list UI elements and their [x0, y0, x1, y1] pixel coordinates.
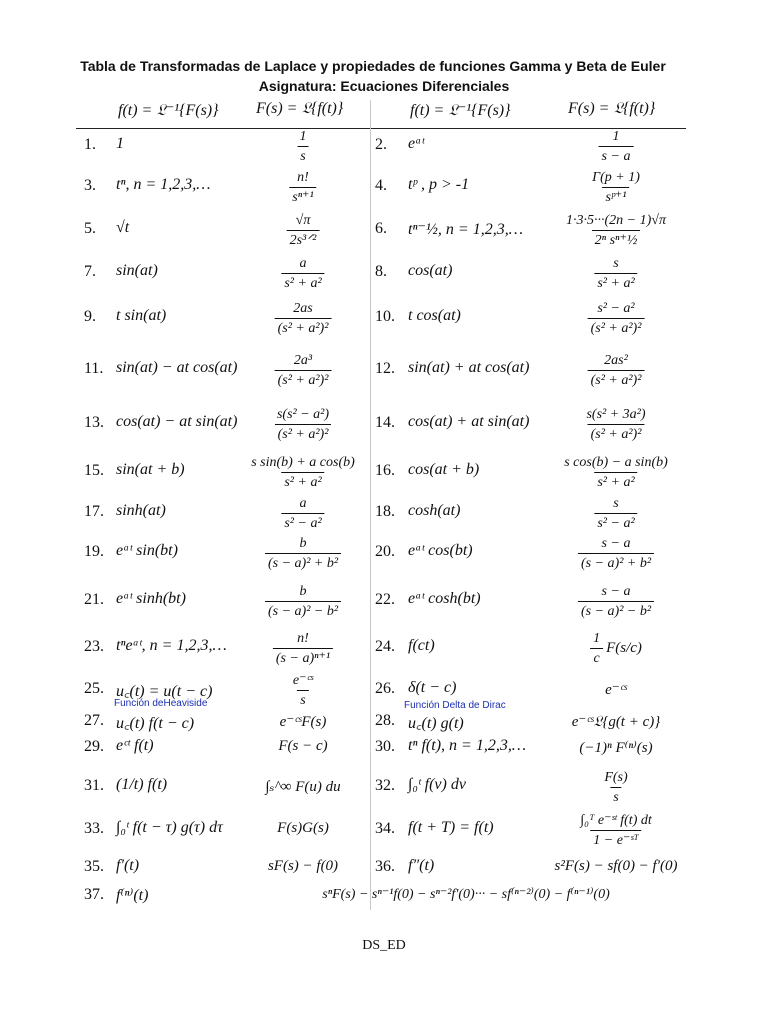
left-time-function: sin(at) − at cos(at): [116, 359, 238, 376]
transform-denominator: c: [590, 648, 602, 667]
right-row-number: 18.: [375, 503, 395, 520]
transform-denominator: (s² + a²)²: [588, 370, 645, 389]
left-time-function: tⁿ, n = 1,2,3,…: [116, 176, 211, 193]
right-laplace-transform: [588, 352, 645, 389]
transform-numerator: 1: [612, 129, 620, 144]
transform-numerator: 1: [593, 631, 601, 646]
right-time-function: ∫₀ᵗ f(v) dv: [408, 776, 466, 793]
right-row-number: 26.: [375, 680, 395, 697]
right-time-function: cos(at + b): [408, 461, 480, 478]
header-inverse-left: f(t) = 𝔏⁻¹{F(s)}: [118, 102, 219, 119]
transform-numerator: s: [613, 496, 619, 511]
row-37-number: 37.: [84, 886, 104, 903]
right-row-number: 12.: [375, 360, 395, 377]
right-time-function: eᵃᵗ: [408, 135, 425, 152]
transform-denominator: s² + a²: [594, 273, 637, 292]
transform-denominator: (s − a)² + b²: [265, 553, 341, 572]
right-row-number: 2.: [375, 136, 387, 153]
right-time-function: δ(t − c): [408, 679, 457, 696]
transform-denominator: (s − a)ⁿ⁺¹: [273, 648, 333, 667]
transform-numerator: n!: [297, 170, 309, 185]
right-laplace-transform: [583, 406, 648, 443]
left-laplace-transform: [281, 255, 324, 292]
left-row-number: 11.: [84, 360, 104, 377]
left-laplace-transform: [274, 406, 332, 443]
left-time-function: 1: [116, 135, 124, 152]
transform-numerator: 1·3·5···(2n − 1)√π: [566, 213, 666, 228]
right-time-function: eᵃᵗ cos(bt): [408, 542, 473, 559]
transform-numerator: n!: [297, 631, 309, 646]
right-row-number: 20.: [375, 543, 395, 560]
row-37-laplace-transform: sⁿF(s) − sⁿ⁻¹f(0) − sⁿ⁻²f′(0)··· − sf⁽ⁿ⁻²⁾(0) − f⁽ⁿ⁻¹⁾(0): [322, 887, 610, 902]
right-laplace-transform: [594, 495, 637, 532]
transform-numerator: s: [613, 256, 619, 271]
transform-denominator: s − a: [599, 146, 634, 165]
transform-denominator: s² − a²: [281, 513, 324, 532]
transform-denominator: 1 − e⁻ˢᵀ: [590, 830, 641, 849]
left-time-function: t sin(at): [116, 307, 167, 324]
right-time-function: t cos(at): [408, 307, 461, 324]
page-title: Tabla de Transformadas de Laplace y propiedades de funciones Gamma y Beta de Euler: [80, 58, 666, 74]
right-laplace-transform: [577, 812, 655, 849]
left-time-function: tⁿeᵃᵗ, n = 1,2,3,…: [116, 637, 227, 654]
left-laplace-transform: [297, 128, 310, 165]
transform-denominator: (s² + a²)²: [588, 318, 645, 337]
left-laplace-transform: F(s)G(s): [277, 820, 329, 836]
transform-denominator: (s − a)² − b²: [578, 601, 654, 620]
left-laplace-transform: [275, 352, 332, 389]
right-laplace-transform: [601, 769, 630, 806]
transform-numerator: s² − a²: [597, 301, 635, 316]
transform-numerator: b: [299, 536, 307, 551]
right-row-number: 34.: [375, 820, 395, 837]
transform-numerator: a: [299, 496, 307, 511]
right-laplace-transform: [590, 630, 642, 667]
transform-denominator: s: [610, 787, 621, 806]
left-row-number: 5.: [84, 220, 96, 237]
left-row-number: 23.: [84, 638, 104, 655]
right-row-number: 8.: [375, 263, 387, 280]
right-row-number: 22.: [375, 591, 395, 608]
left-time-function: eᶜᵗ f(t): [116, 737, 154, 754]
left-laplace-transform: [273, 630, 333, 667]
transform-numerator: 2as²: [604, 353, 628, 368]
left-row-number: 35.: [84, 858, 104, 875]
transform-numerator: b: [299, 584, 307, 599]
transform-denominator: s: [297, 146, 308, 165]
left-row-number: 31.: [84, 777, 104, 794]
transform-numerator: s − a: [601, 584, 631, 599]
left-row-number: 33.: [84, 820, 104, 837]
right-time-function: sin(at) + at cos(at): [408, 359, 530, 376]
left-row-number: 17.: [84, 503, 104, 520]
transform-numerator: s(s² − a²): [276, 407, 330, 422]
right-row-number: 16.: [375, 462, 395, 479]
column-divider: [370, 100, 371, 910]
transform-denominator: s² − a²: [594, 513, 637, 532]
transform-denominator: (s² + a²)²: [588, 424, 645, 443]
right-laplace-transform: [588, 300, 645, 337]
right-row-number: 14.: [375, 414, 395, 431]
transform-denominator: s² + a²: [594, 472, 637, 491]
transform-numerator: s − a: [601, 536, 631, 551]
transform-denominator: 2ⁿ sⁿ⁺½: [592, 230, 641, 249]
footer-label: DS_ED: [362, 938, 406, 953]
transform-numerator: 1: [299, 129, 307, 144]
left-time-function: ∫₀ᵗ f(t − τ) g(τ) dτ: [116, 819, 223, 836]
left-laplace-transform: e⁻ᶜˢF(s): [279, 714, 327, 730]
left-time-function: sinh(at): [116, 502, 166, 519]
transform-denominator: (s − a)² + b²: [578, 553, 654, 572]
right-time-function: tⁿ f(t), n = 1,2,3,…: [408, 737, 527, 754]
transform-numerator: Γ(p + 1): [592, 170, 640, 185]
right-time-function: cosh(at): [408, 502, 461, 519]
right-time-function: u꜀(t) g(t): [408, 715, 464, 732]
left-row-number: 29.: [84, 738, 104, 755]
right-time-function: cos(at) + at sin(at): [408, 413, 530, 430]
transform-denominator: (s² + a²)²: [275, 370, 332, 389]
transform-denominator: (s − a)² − b²: [265, 601, 341, 620]
page-subtitle: Asignatura: Ecuaciones Diferenciales: [258, 78, 510, 94]
header-divider: [76, 128, 686, 129]
left-time-function: u꜀(t) f(t − c): [116, 715, 195, 732]
right-time-function: eᵃᵗ cosh(bt): [408, 590, 481, 607]
right-laplace-transform: [563, 212, 669, 249]
transform-numerator: 2as: [293, 301, 313, 316]
right-time-function: cos(at): [408, 262, 453, 279]
right-time-function: tᵖ , p > -1: [408, 176, 470, 193]
right-row-number: 28.: [375, 712, 395, 729]
left-laplace-transform: [265, 583, 341, 620]
header-forward-right: F(s) = 𝔏{f(t)}: [568, 100, 656, 117]
left-time-function: sin(at + b): [116, 461, 185, 478]
left-time-function: cos(at) − at sin(at): [116, 413, 238, 430]
transform-denominator: (s² + a²)²: [275, 318, 332, 337]
header-inverse-right: f(t) = 𝔏⁻¹{F(s)}: [410, 102, 511, 119]
transform-denominator: sⁿ⁺¹: [289, 187, 316, 206]
left-row-number: 25.: [84, 680, 104, 697]
transform-numerator: s(s² + 3a²): [586, 407, 646, 422]
transform-denominator: 2s³ᐟ²: [287, 230, 320, 249]
right-row-number: 10.: [375, 308, 395, 325]
dirac-note: Función Delta de Dirac: [404, 700, 506, 711]
left-row-number: 3.: [84, 177, 96, 194]
right-laplace-transform: (−1)ⁿ F⁽ⁿ⁾(s): [579, 740, 653, 756]
row-37-time-function: f⁽ⁿ⁾(t): [116, 887, 149, 904]
left-time-function: eᵃᵗ sinh(bt): [116, 590, 186, 607]
left-row-number: 9.: [84, 308, 96, 325]
left-laplace-transform: sF(s) − f(0): [267, 858, 339, 874]
transform-numerator: ∫₀ᵀ e⁻ˢᵗ f(t) dt: [580, 813, 652, 828]
left-time-function: eᵃᵗ sin(bt): [116, 542, 178, 559]
left-laplace-transform: F(s − c): [278, 738, 328, 754]
heaviside-note: Función deHeaviside: [114, 698, 208, 709]
left-row-number: 21.: [84, 591, 104, 608]
left-laplace-transform: [290, 672, 316, 709]
left-laplace-transform: ∫ₛ^∞ F(u) du: [265, 779, 341, 795]
left-row-number: 19.: [84, 543, 104, 560]
left-laplace-transform: [289, 169, 316, 206]
transform-numerator: F(s): [604, 770, 628, 785]
right-row-number: 30.: [375, 738, 395, 755]
transform-denominator: s² + a²: [281, 273, 324, 292]
right-laplace-transform: [578, 583, 654, 620]
transform-denominator: (s² + a²)²: [275, 424, 332, 443]
left-row-number: 1.: [84, 136, 96, 153]
left-laplace-transform: [248, 454, 358, 491]
right-row-number: 32.: [375, 777, 395, 794]
left-laplace-transform: [281, 495, 324, 532]
left-row-number: 27.: [84, 712, 104, 729]
transform-numerator: e⁻ᶜˢ: [292, 673, 314, 688]
left-time-function: f′(t): [116, 857, 140, 874]
right-time-function: f″(t): [408, 857, 435, 874]
right-laplace-transform: [599, 128, 634, 165]
right-row-number: 36.: [375, 858, 395, 875]
left-time-function: u꜀(t) = u(t − c): [116, 683, 213, 700]
transform-numerator: s cos(b) − a sin(b): [564, 455, 668, 470]
left-laplace-transform: [275, 300, 332, 337]
left-time-function: √t: [116, 219, 130, 236]
transform-denominator: s: [297, 690, 308, 709]
left-row-number: 15.: [84, 462, 104, 479]
transform-denominator: sᵖ⁺¹: [603, 187, 630, 206]
left-laplace-transform: [265, 535, 341, 572]
right-laplace-transform: e⁻ᶜˢ: [605, 682, 627, 698]
right-laplace-transform: e⁻ᶜˢ𝔏{g(t + c)}: [571, 714, 661, 730]
right-laplace-transform: [561, 454, 671, 491]
left-row-number: 13.: [84, 414, 104, 431]
transform-numerator: √π: [295, 213, 311, 228]
transform-numerator: s sin(b) + a cos(b): [251, 455, 355, 470]
transform-numerator: a: [299, 256, 307, 271]
right-laplace-transform: [578, 535, 654, 572]
transform-factor: F(s/c): [606, 640, 642, 656]
transform-denominator: s² + a²: [281, 472, 324, 491]
right-laplace-transform: s²F(s) − sf(0) − f′(0): [554, 858, 678, 874]
left-laplace-transform: [287, 212, 320, 249]
right-time-function: tⁿ⁻½, n = 1,2,3,…: [408, 221, 523, 238]
right-laplace-transform: [594, 255, 637, 292]
left-time-function: (1/t) f(t): [116, 776, 168, 793]
right-row-number: 6.: [375, 220, 387, 237]
header-forward-left: F(s) = 𝔏{f(t)}: [256, 100, 344, 117]
left-time-function: sin(at): [116, 262, 158, 279]
right-row-number: 24.: [375, 638, 395, 655]
right-row-number: 4.: [375, 177, 387, 194]
right-time-function: f(t + T) = f(t): [408, 819, 494, 836]
transform-numerator: 2a³: [293, 353, 313, 368]
left-row-number: 7.: [84, 263, 96, 280]
right-time-function: f(ct): [408, 637, 435, 654]
right-laplace-transform: [589, 169, 643, 206]
